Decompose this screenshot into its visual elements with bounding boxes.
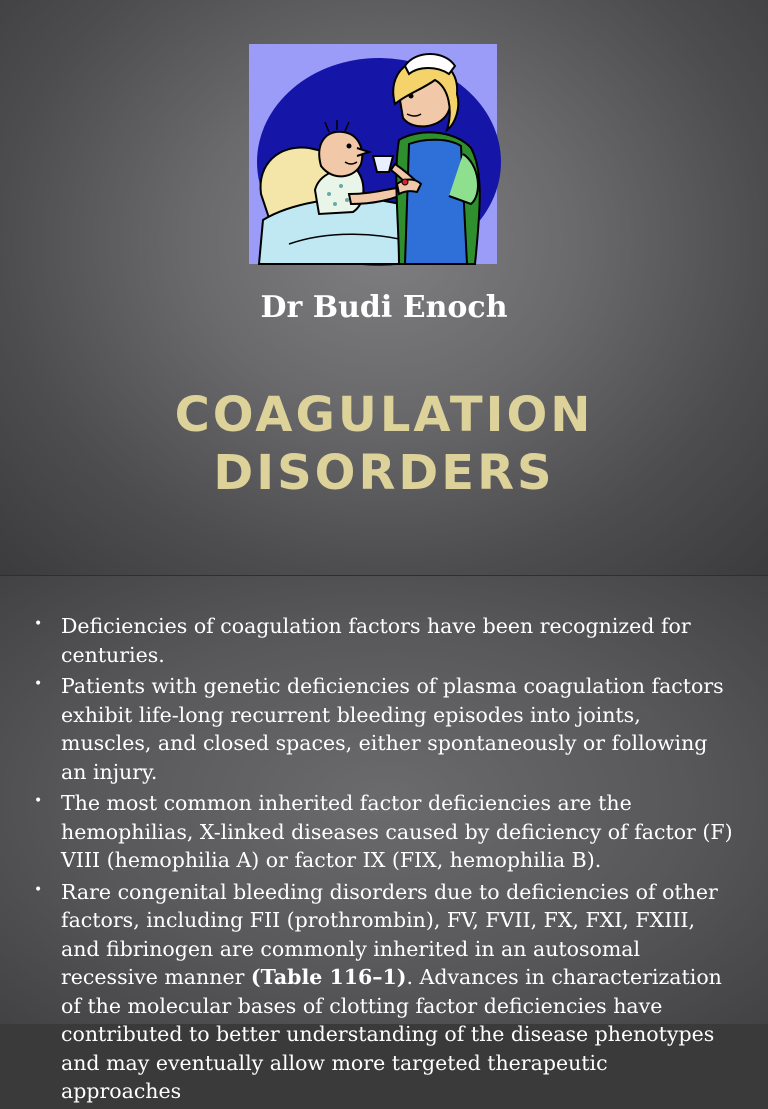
title-line-2: DISORDERS <box>213 445 555 501</box>
bullet-item-1 <box>34 612 734 669</box>
bullet-icon: • <box>34 793 43 809</box>
bullet-text: The most common inherited factor deficiencies are the hemophilias, X-linked diseases caused by deficiency of factor (F) VIII (hemophilia A) or factor IX (FIX, hemophilia B). <box>61 791 733 872</box>
bullet-text-before: Rare congenital bleeding disorders due to deficiencies of other factors, including FII (prothrombin), FV, FVII, FX, FXI, FXIII, and fibrinogen are commonly inherited in an autosomal recessive manner <box>61 879 718 989</box>
bullet-text: Deficiencies of coagulation factors have been recognized for centuries. <box>61 614 691 667</box>
bullet-item-4 <box>34 878 734 1106</box>
nurse-patient-illustration <box>249 44 497 264</box>
bullet-icon: • <box>34 616 43 632</box>
bullet-item-3 <box>34 789 734 875</box>
table-reference: (Table 116–1) <box>250 965 407 989</box>
content-slide <box>0 576 768 1103</box>
bullet-icon: • <box>34 881 43 898</box>
bullet-icon: • <box>34 676 43 692</box>
bullet-text-after: . Advances in characterization of the molecular bases of clotting factor deficiencies have contributed to better understanding of the disease phenotypes and may eventually allow more targeted therapeutic approaches <box>61 965 722 1103</box>
title-line-1: COAGULATION <box>174 387 594 443</box>
author-name: Dr Budi Enoch <box>260 290 508 325</box>
bullet-list <box>34 612 734 1109</box>
bullet-item-2 <box>34 672 734 786</box>
slide-title <box>0 386 768 502</box>
bullet-text: Patients with genetic deficiencies of plasma coagulation factors exhibit life-long recurrent bleeding episodes into joints, muscles, and closed spaces, either spontaneously or following an injury. <box>61 674 724 784</box>
nurse-patient-icon <box>249 44 497 264</box>
